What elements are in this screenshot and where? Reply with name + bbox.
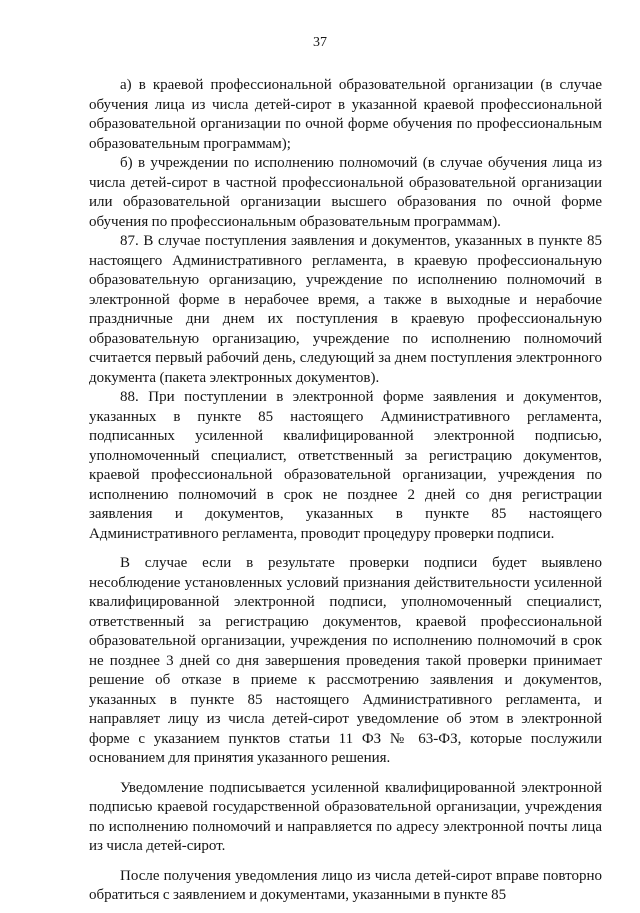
paragraph-subitem-a: а) в краевой профессиональной образовательной организации (в случае обучения лица из числа детей-сирот в указанной краевой профессиональной образовательной организации по очной форме обучения по профессиональным образовательным программам); <box>89 77 602 152</box>
paragraph-subitem-b: б) в учреждении по исполнению полномочий (в случае обучения лица из числа детей-сирот в частной профессиональной образовательной организации или образовательной организации высшего образования по очной форме обучения по профессиональным образовательным программам). <box>89 155 602 230</box>
paragraph-87: 87. В случае поступления заявления и документов, указанных в пункте 85 настоящего Административного регламента, в краевую профессиональную образовательную организацию, учреждение по исполнению полномочий в электронной форме в нерабочее время, а также в выходные и нерабочие праздничные дни днем их поступления в краевую профессиональную образовательную организацию, учреждение по исполнению полномочий считается первый рабочий день, следующий за днем поступления электронного документа (пакета электронных документов). <box>89 233 602 386</box>
document-body <box>89 76 602 906</box>
paragraph-notification-signing: Уведомление подписывается усиленной квалифицированной электронной подписью краевой государственной образовательной организации, учреждения по исполнению полномочий и направляется по адресу электронной почты лица из числа детей-сирот. <box>89 779 602 854</box>
paragraph-repeat-application: После получения уведомления лицо из числа детей-сирот вправе повторно обратиться с заявлением и документами, указанными в пункте 85 <box>89 867 602 903</box>
page-number: 37 <box>313 35 327 50</box>
paragraph-88: 88. При поступлении в электронной форме заявления и документов, указанных в пункте 85 настоящего Административного регламента, подписанных усиленной квалифицированной электронной подписью, уполномоченный специалист, ответственный за регистрацию документов, краевой профессиональной образовательной организации, учреждения по исполнению полномочий в срок не позднее 2 дней со дня регистрации заявления и документов, указанных в пункте 85 настоящего Административного регламента, проводит процедуру проверки подписи. <box>89 389 602 542</box>
paragraph-signature-check-failure: В случае если в результате проверки подписи будет выявлено несоблюдение установленных условий признания действительности усиленной квалифицированной электронной подписи, уполномоченный специалист, ответственный за регистрацию документов, краевой профессиональной образовательной организации, учреждения по исполнению полномочий в срок не позднее 3 дней со дня завершения проведения такой проверки принимает решение об отказе в приеме к рассмотрению заявления и документов, указанных в пункте 85 настоящего Административного регламента, и направляет лицу из числа детей-сирот уведомление об этом в электронной форме с указанием пунктов статьи 11 ФЗ № 63-ФЗ, которые послужили основанием для принятия указанного решения. <box>89 555 602 766</box>
